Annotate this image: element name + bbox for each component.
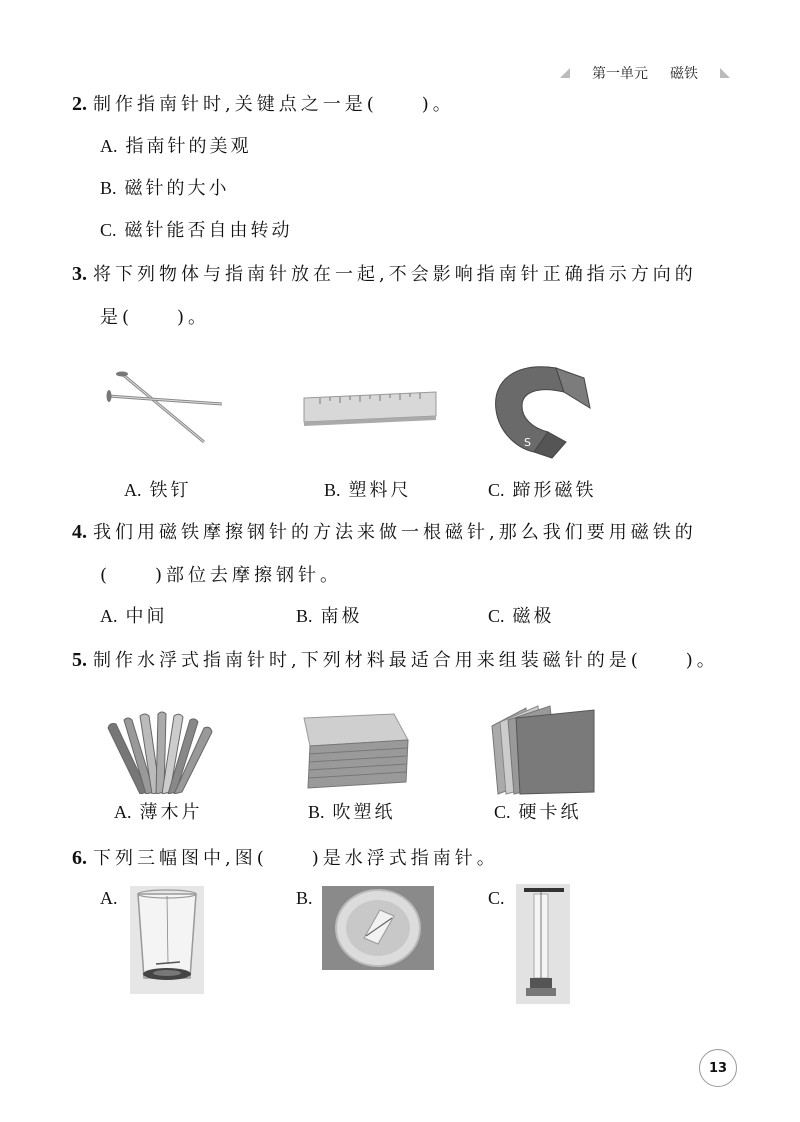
- right-triangle-icon: [720, 68, 730, 78]
- page-number-badge: [699, 1049, 737, 1087]
- option-letter: B.: [296, 888, 313, 908]
- option-text: 塑料尺: [348, 480, 412, 501]
- option-text: 吹塑纸: [332, 802, 396, 823]
- option-text: 磁针能否自由转动: [124, 220, 293, 241]
- left-triangle-icon: [560, 68, 570, 78]
- q2-option-c: [100, 218, 293, 243]
- option-letter: B.: [296, 606, 313, 626]
- question-5-stem: [72, 648, 719, 673]
- option-text: 蹄形磁铁: [512, 480, 597, 501]
- question-text: 制作指南针时,关键点之一是( )。: [93, 94, 455, 115]
- q6-option-b: [296, 886, 321, 911]
- q2-option-b: [100, 176, 230, 201]
- q4-option-b: [296, 604, 363, 629]
- q5-option-a: [114, 800, 203, 825]
- question-text: 将下列物体与指南针放在一起,不会影响指南针正确指示方向的: [93, 264, 697, 285]
- option-letter: A.: [100, 888, 118, 908]
- question-text: 制作水浮式指南针时,下列材料最适合用来组装磁针的是( )。: [93, 650, 719, 671]
- option-letter: C.: [488, 606, 505, 626]
- option-letter: B.: [308, 802, 325, 822]
- question-4-stem-cont: [100, 564, 342, 588]
- question-text: 下列三幅图中,图( )是水浮式指南针。: [93, 848, 499, 869]
- q2-option-a: [100, 134, 252, 159]
- option-letter: C.: [488, 888, 505, 908]
- option-letter: A.: [124, 480, 142, 500]
- q4-option-a: [100, 604, 168, 629]
- option-letter: C.: [488, 480, 505, 500]
- option-text: 铁钉: [149, 480, 192, 501]
- q5-option-c: [494, 800, 582, 825]
- standing-needle-compass-photo: [516, 884, 570, 1004]
- hard-cardboard-image: [486, 704, 598, 796]
- option-text: 硬卡纸: [518, 802, 582, 823]
- q5-option-b: [308, 800, 396, 825]
- option-text: 磁针的大小: [124, 178, 230, 199]
- question-2-stem: [72, 92, 455, 117]
- question-number: 6.: [72, 847, 87, 869]
- iron-nails-image: [100, 366, 230, 450]
- glass-jar-compass-photo: [130, 886, 204, 994]
- option-letter: B.: [324, 480, 341, 500]
- option-text: 南极: [320, 606, 363, 627]
- q3-option-c: [488, 478, 597, 503]
- question-number: 4.: [72, 521, 87, 543]
- q3-option-b: [324, 478, 412, 503]
- option-letter: B.: [100, 178, 117, 198]
- option-letter: A.: [100, 136, 118, 156]
- question-number: 3.: [72, 263, 87, 285]
- question-text: 是( )。: [100, 307, 211, 328]
- option-text: 磁极: [512, 606, 555, 627]
- page-number: 13: [708, 1060, 728, 1076]
- question-text: 我们用磁铁摩擦钢针的方法来做一根磁针,那么我们要用磁铁的: [93, 522, 697, 543]
- question-3-stem-cont: [100, 306, 210, 330]
- question-6-stem: [72, 846, 499, 871]
- horseshoe-magnet-image: [486, 360, 596, 460]
- water-bowl-compass-photo: [322, 886, 434, 970]
- unit-header: [560, 62, 730, 84]
- option-letter: C.: [100, 220, 117, 240]
- north-pole-label: N: [564, 396, 573, 409]
- option-letter: A.: [114, 802, 132, 822]
- question-text: ( )部位去摩擦钢针。: [100, 565, 343, 586]
- foam-paper-image: [298, 712, 410, 790]
- question-4-stem: [72, 520, 697, 545]
- question-3-stem: [72, 262, 697, 287]
- option-text: 指南针的美观: [125, 136, 252, 157]
- plastic-ruler-image: [300, 388, 440, 428]
- option-letter: C.: [494, 802, 511, 822]
- question-number: 2.: [72, 93, 87, 115]
- option-text: 薄木片: [139, 802, 203, 823]
- question-number: 5.: [72, 649, 87, 671]
- q4-option-c: [488, 604, 555, 629]
- south-pole-label: S: [524, 436, 531, 449]
- q3-option-a: [124, 478, 192, 503]
- topic-label: 磁铁: [670, 66, 698, 82]
- option-text: 中间: [125, 606, 168, 627]
- unit-label: 第一单元: [592, 66, 648, 82]
- option-letter: A.: [100, 606, 118, 626]
- thin-wood-sticks-image: [100, 708, 218, 794]
- q6-option-a: [100, 886, 126, 911]
- q6-option-c: [488, 886, 513, 911]
